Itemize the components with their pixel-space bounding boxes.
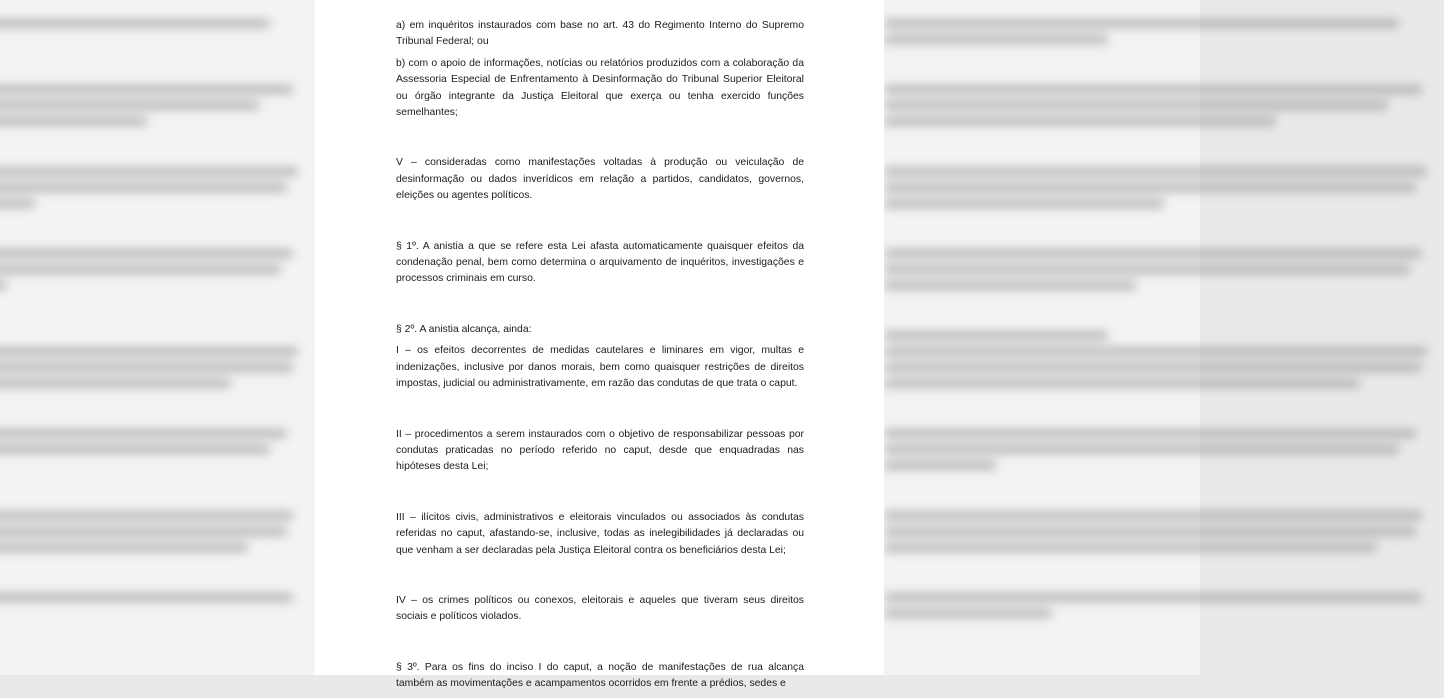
document-paragraph: IV – os crimes políticos ou conexos, eleitorais e aqueles que tiveram seus direitos sociais e políticos violados. — [396, 594, 804, 623]
document-paragraph: II – procedimentos a serem instaurados com o objetivo de responsabilizar pessoas por condutas praticadas no período referido no caput, desde que enquadradas nas hipóteses desta Lei; — [396, 428, 804, 473]
document-paragraph: I – os efeitos decorrentes de medidas cautelares e liminares em vigor, multas e indenizações, inclusive por danos morais, bem como quaisquer restrições de direitos impostas, judicial ou administrativamente, em razão das condutas de que trata o caput. — [396, 345, 804, 390]
document-body — [396, 18, 804, 698]
blurred-page-right — [884, 0, 1200, 675]
document-paragraph: V – consideradas como manifestações voltadas à produção ou veiculação de desinformação ou dados inverídicos em relação a partidos, candidatos, governos, eleições ou agentes políticos. — [396, 157, 804, 202]
document-page — [315, 0, 884, 690]
document-paragraph: § 2º. A anistia alcança, ainda: — [396, 323, 532, 335]
blurred-page-left — [0, 0, 315, 675]
blurred-text-block — [884, 12, 1444, 618]
document-paragraph: § 3º. Para os fins do inciso I do caput, a noção de manifestações de rua alcança também as movimentações e acampamentos ocorridos em frente a prédios, sedes e — [396, 661, 804, 690]
document-paragraph: § 1º. A anistia a que se refere esta Lei afasta automaticamente quaisquer efeitos da condenação penal, bem como determina o arquivamento de inquéritos, investigações e processos criminais em curso. — [396, 240, 804, 285]
document-paragraph: III – ilícitos civis, administrativos e eleitorais vinculados ou associados às condutas referidas no caput, afastando-se, inclusive, todas as inelegibilidades já declaradas ou que venham a ser declaradas pela Justiça Eleitoral contra os beneficiários desta Lei; — [396, 511, 804, 556]
document-paragraph: b) com o apoio de informações, notícias ou relatórios produzidos com a colaboração da Assessoria Especial de Enfrentamento à Desinformação do Tribunal Superior Eleitoral ou órgão integrante da Justiça Eleitoral que exerça ou tenha exercido funções semelhantes; — [396, 57, 804, 119]
blurred-text-block — [0, 12, 315, 618]
document-paragraph: a) em inquéritos instaurados com base no art. 43 do Regimento Interno do Supremo Tribunal Federal; ou — [396, 20, 804, 48]
